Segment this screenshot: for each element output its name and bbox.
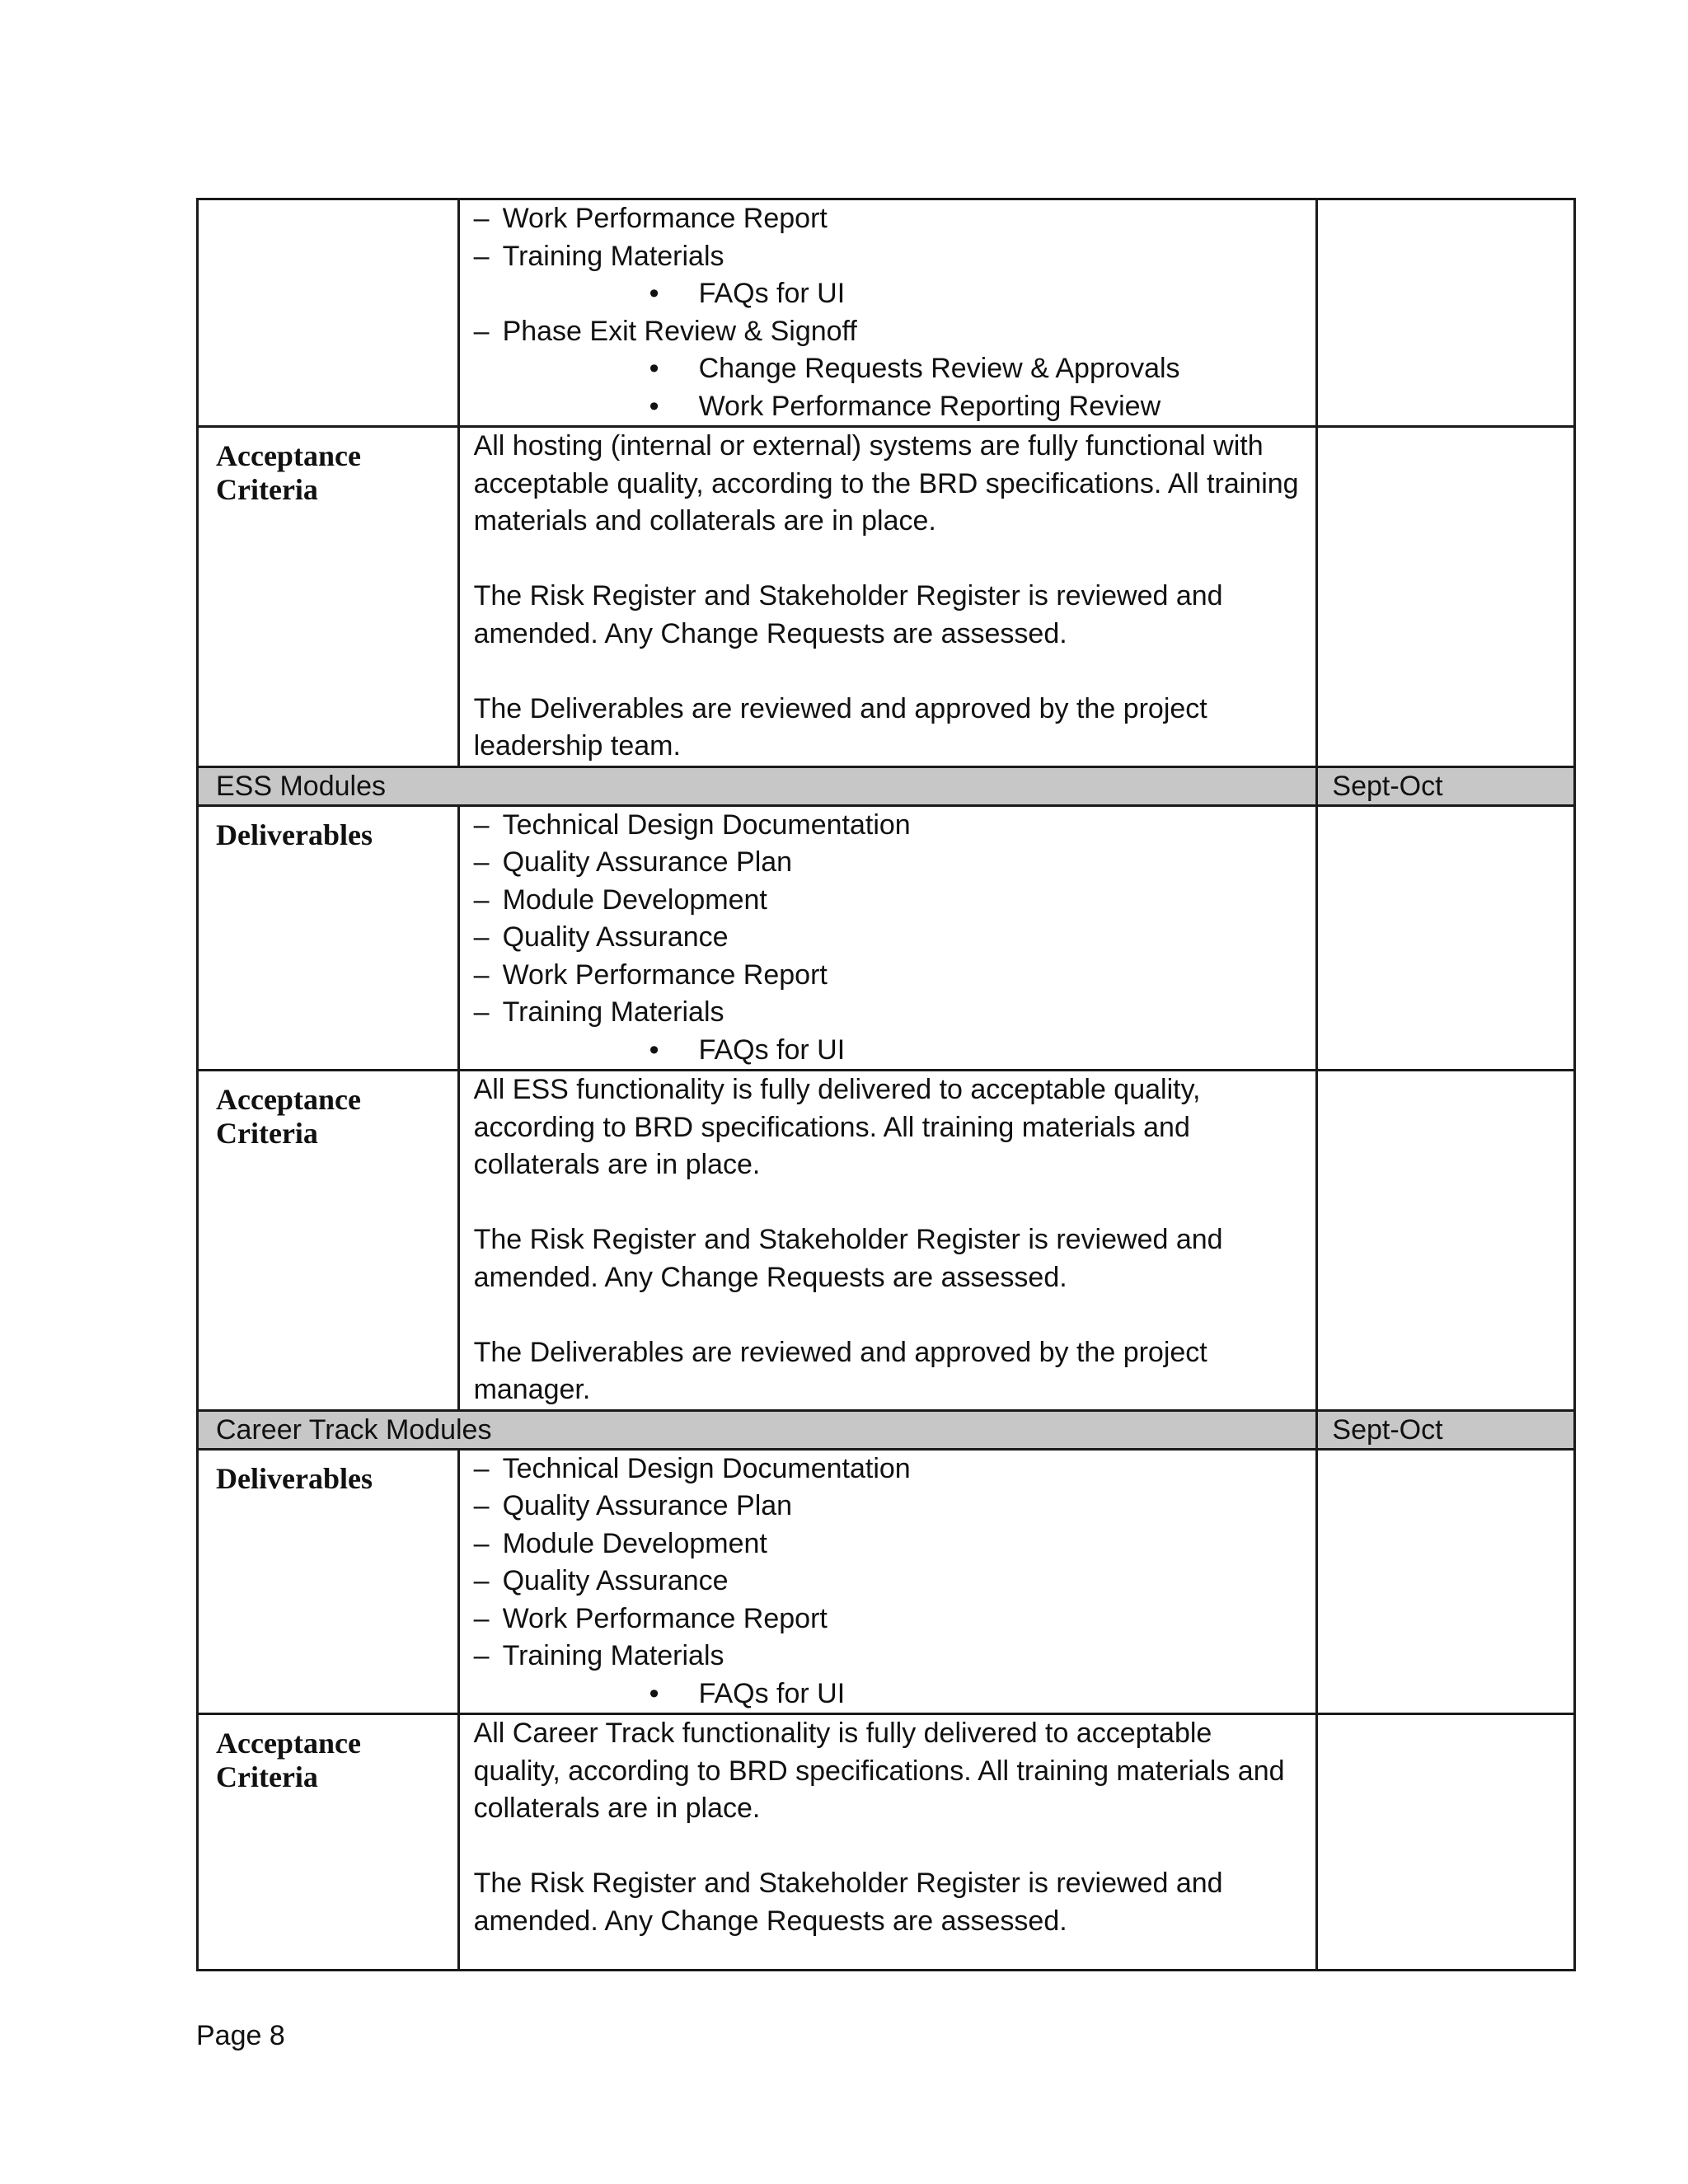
list-item: – Work Performance Report [474,957,1305,995]
date-cell [1317,805,1575,1071]
section-header-row [198,766,1575,805]
list-item: – Quality Assurance [474,919,1305,957]
list-item: – Quality Assurance Plan [474,844,1305,882]
acceptance-criteria-label: Acceptance Criteria [216,1083,361,1150]
list-item [474,200,1305,238]
list-item: – Module Development [474,882,1305,920]
acceptance-paragraph: All ESS functionality is fully delivered to acceptable quality, according to BRD specifications. All training materials and collaterals are in place. [473,1074,1201,1180]
list-item-text: Work Performance Report [502,203,828,234]
content-cell [458,1714,1317,1971]
section-name: ESS Modules [198,766,1317,805]
sub-list [503,1675,1305,1713]
table-row [198,1714,1575,1971]
table-row [198,1071,1575,1411]
content-cell [458,805,1317,1071]
sub-list-item: • Work Performance Reporting Review [503,388,1305,426]
sub-list-item: • FAQs for UI [503,275,1305,313]
list-item: – Work Performance Report [474,1601,1305,1638]
table-row [198,805,1575,1071]
deliverables-list [474,200,1305,425]
sub-list-item: • FAQs for UI [503,1032,1305,1070]
content-cell [458,1071,1317,1411]
deliverables-table [196,198,1576,1971]
acceptance-paragraph: The Deliverables are reviewed and approved by the project leadership team. [473,692,1207,762]
content-cell [458,1449,1317,1714]
sub-list [503,275,1305,313]
list-item: – Module Development [474,1526,1305,1563]
list-item-text: Training Materials [502,1640,724,1671]
label-cell [198,199,459,427]
acceptance-paragraph: The Deliverables are reviewed and approved by the project manager. [473,1336,1207,1405]
sub-list-item: • FAQs for UI [503,1675,1305,1713]
list-item: – Quality Assurance Plan [474,1488,1305,1526]
label-cell [198,1071,459,1411]
label-cell [198,427,459,767]
list-item: – Quality Assurance [474,1563,1305,1601]
section-date: Sept-Oct [1317,766,1575,805]
content-cell [458,199,1317,427]
acceptance-paragraph: The Risk Register and Stakeholder Register is reviewed and amended. Any Change Requests are assessed. [473,1868,1223,1937]
content-cell [458,427,1317,767]
acceptance-paragraph: The Risk Register and Stakeholder Register is reviewed and amended. Any Change Requests are assessed. [473,1224,1223,1293]
list-item [474,313,1305,426]
list-item-text: Training Materials [502,996,724,1028]
list-item [474,994,1305,1069]
acceptance-criteria-label: Acceptance Criteria [216,1727,361,1793]
date-cell [1317,427,1575,767]
list-item [474,238,1305,313]
deliverables-list [474,807,1305,1070]
acceptance-paragraph: All hosting (internal or external) systems are fully functional with acceptable quality, according to the BRD specifications. All training materials and collaterals are in place. [473,430,1299,537]
list-item-text: Training Materials [502,240,724,272]
list-item-text: Phase Exit Review & Signoff [502,315,857,347]
section-name: Career Track Modules [198,1410,1317,1449]
page-number: Page 8 [196,2020,285,2051]
acceptance-paragraph: The Risk Register and Stakeholder Register is reviewed and amended. Any Change Requests are assessed. [473,580,1223,649]
table-row [198,1449,1575,1714]
table-row [198,427,1575,767]
list-item [474,1638,1305,1713]
date-cell [1317,199,1575,427]
date-cell [1317,1449,1575,1714]
list-item: – Technical Design Documentation [474,807,1305,845]
sub-list-item: • Change Requests Review & Approvals [503,350,1305,388]
deliverables-label: Deliverables [216,1461,373,1495]
deliverables-list [474,1451,1305,1713]
sub-list [503,1032,1305,1070]
date-cell [1317,1714,1575,1971]
table-row [198,199,1575,427]
acceptance-criteria-label: Acceptance Criteria [216,439,361,506]
acceptance-paragraph: All Career Track functionality is fully delivered to acceptable quality, according to BRD specifications. All training materials and collaterals are in place. [473,1718,1285,1824]
list-item: – Technical Design Documentation [474,1451,1305,1488]
section-date: Sept-Oct [1317,1410,1575,1449]
section-header-row [198,1410,1575,1449]
label-cell [198,805,459,1071]
deliverables-label: Deliverables [216,818,373,851]
date-cell [1317,1071,1575,1411]
sub-list [503,350,1305,425]
label-cell [198,1449,459,1714]
label-cell [198,1714,459,1971]
